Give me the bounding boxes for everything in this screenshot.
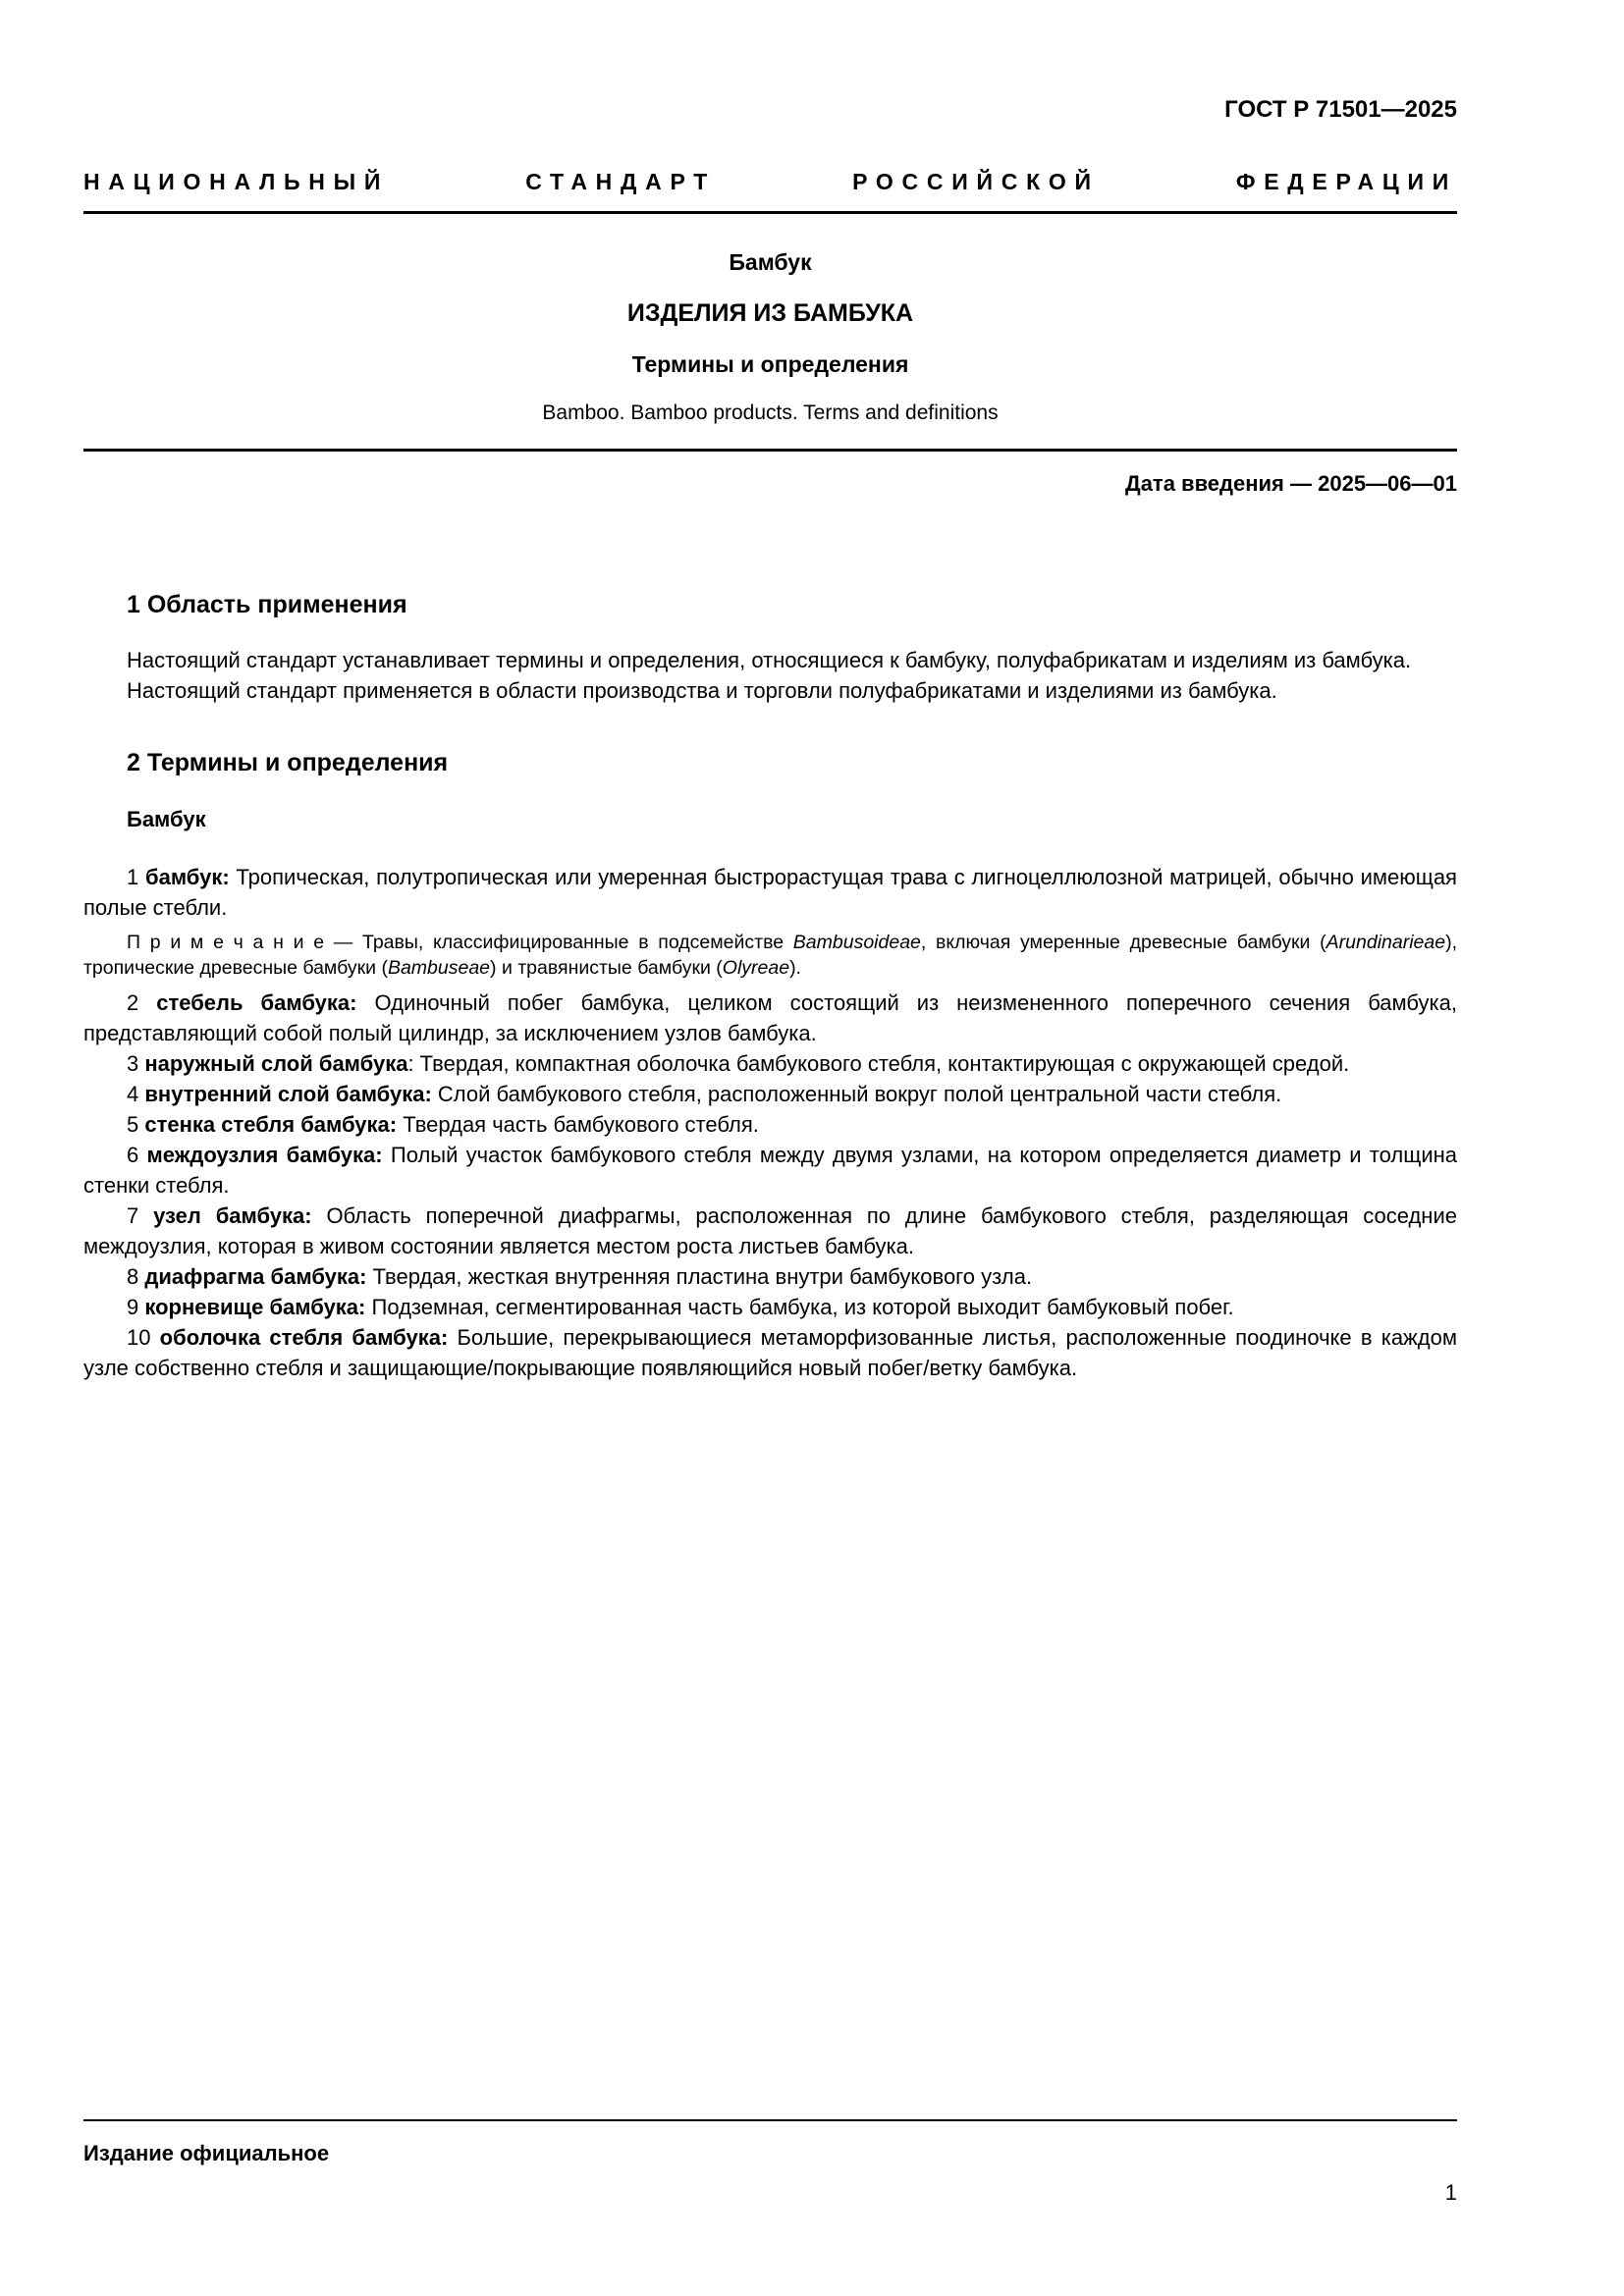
term-entry-8	[83, 1261, 1457, 1292]
term-number: 3	[127, 1051, 139, 1076]
term-definition: Слой бамбукового стебля, расположенный вокруг полой центральной части стебля.	[437, 1082, 1282, 1106]
term-entry-2	[83, 988, 1457, 1048]
note-latin-name: Arundinarieae	[1326, 932, 1446, 953]
document-title-english: Bamboo. Bamboo products. Terms and definitions	[542, 401, 999, 424]
note-latin-name: Bambuseae	[387, 957, 491, 979]
term-number: 1	[127, 865, 139, 889]
term-entry-4	[83, 1079, 1457, 1109]
term-number: 6	[127, 1143, 139, 1167]
note-latin-name: Olyreae	[722, 957, 790, 979]
term-definition: Тропическая, полутропическая или умеренная быстрорастущая трава с лигноцеллюлозной матрицей, обычно имеющая полые стебли.	[83, 865, 1457, 920]
term-entry-3	[83, 1048, 1457, 1079]
term-definition: Твердая часть бамбукового стебля.	[403, 1112, 759, 1137]
term-name: узел бамбука:	[153, 1203, 312, 1228]
document-code: ГОСТ Р 71501—2025	[1224, 96, 1457, 123]
term-group-label: Бамбук	[127, 807, 206, 831]
note-text: ) и травянистые бамбуки (	[490, 957, 723, 979]
section-1-heading: 1 Область применения	[127, 591, 407, 618]
edition-note: Издание официальное	[83, 2141, 330, 2165]
term-number: 4	[127, 1082, 139, 1106]
term-number: 8	[127, 1264, 139, 1289]
note-text: , включая умеренные древесные бамбуки (	[920, 932, 1326, 953]
section-1-paragraph: Настоящий стандарт устанавливает термины и определения, относящиеся к бамбуку, полуфабрикатам и изделиям из бамбука.	[127, 648, 1412, 672]
term-number: 2	[127, 990, 139, 1015]
effective-date: Дата введения — 2025—06—01	[1125, 471, 1457, 496]
note-text: ), тропические древесные бамбуки (	[83, 932, 1458, 979]
term-number: 10	[127, 1325, 151, 1350]
term-definition: Полый участок бамбукового стебля между двумя узлами, на котором определяется диаметр и толщина стенки стебля.	[83, 1143, 1457, 1198]
term-number: 9	[127, 1295, 139, 1319]
note-text: ).	[789, 957, 801, 979]
term-name: наружный слой бамбука	[144, 1051, 408, 1076]
term-definition: Одиночный побег бамбука, целиком состоящий из неизмененного поперечного сечения бамбука, представляющий собой полый цилиндр, за исключением узлов бамбука.	[83, 990, 1457, 1045]
note-latin-name: Bambusoideae	[792, 932, 921, 953]
term-name: корневище бамбука:	[144, 1295, 366, 1319]
term-entry-1	[83, 862, 1457, 923]
term-name: оболочка стебля бамбука:	[159, 1325, 449, 1350]
term-number: 7	[127, 1203, 139, 1228]
term-entry-9	[83, 1292, 1457, 1322]
term-definition: : Твердая, компактная оболочка бамбукового стебля, контактирующая с окружающей средой.	[407, 1051, 1350, 1076]
title-block	[83, 249, 1457, 425]
term-entry-6	[83, 1140, 1457, 1201]
term-name: междоузлия бамбука:	[146, 1143, 383, 1167]
term-name: бамбук:	[145, 865, 230, 889]
term-definition: Подземная, сегментированная часть бамбука, из которой выходит бамбуковый побег.	[371, 1295, 1234, 1319]
note-label: П р и м е ч а н и е	[127, 932, 325, 953]
term-definition: Большие, перекрывающиеся метаморфизованные листья, расположенные поодиночке в каждом узле собственно стебля и защищающие/покрывающие появляющийся новый побег/ветку бамбука.	[83, 1325, 1457, 1380]
term-name: стенка стебля бамбука:	[144, 1112, 398, 1137]
term-note	[83, 930, 1457, 981]
document-title: ИЗДЕЛИЯ ИЗ БАМБУКА	[626, 299, 914, 327]
term-entry-7	[83, 1201, 1457, 1261]
term-definition: Область поперечной диафрагмы, расположенная по длине бамбукового стебля, разделяющая соседние междоузлия, которая в живом состоянии является местом роста листьев бамбука.	[83, 1203, 1457, 1258]
term-entry-10	[83, 1322, 1457, 1383]
page-footer	[83, 2119, 1457, 2206]
section-1-paragraph: Настоящий стандарт применяется в области производства и торговли полуфабрикатами и изделиями из бамбука.	[127, 678, 1277, 703]
footer-divider	[83, 2119, 1457, 2121]
document-subtitle: Термины и определения	[631, 351, 909, 377]
document-subject: Бамбук	[729, 249, 812, 275]
term-name: диафрагма бамбука:	[144, 1264, 367, 1289]
page-number: 1	[1444, 2180, 1457, 2205]
term-entry-5	[83, 1109, 1457, 1140]
header-divider	[83, 449, 1457, 452]
section-2-heading: 2 Термины и определения	[127, 749, 449, 776]
term-number: 5	[127, 1112, 139, 1137]
standard-type-heading: НАЦИОНАЛЬНЫЙ СТАНДАРТ РОССИЙСКОЙ ФЕДЕРАЦИИ	[83, 169, 1457, 214]
note-text: — Травы, классифицированные в подсемействе	[333, 932, 793, 953]
term-name: стебель бамбука:	[156, 990, 357, 1015]
term-definition: Твердая, жесткая внутренняя пластина внутри бамбукового узла.	[372, 1264, 1033, 1289]
term-name: внутренний слой бамбука:	[144, 1082, 432, 1106]
